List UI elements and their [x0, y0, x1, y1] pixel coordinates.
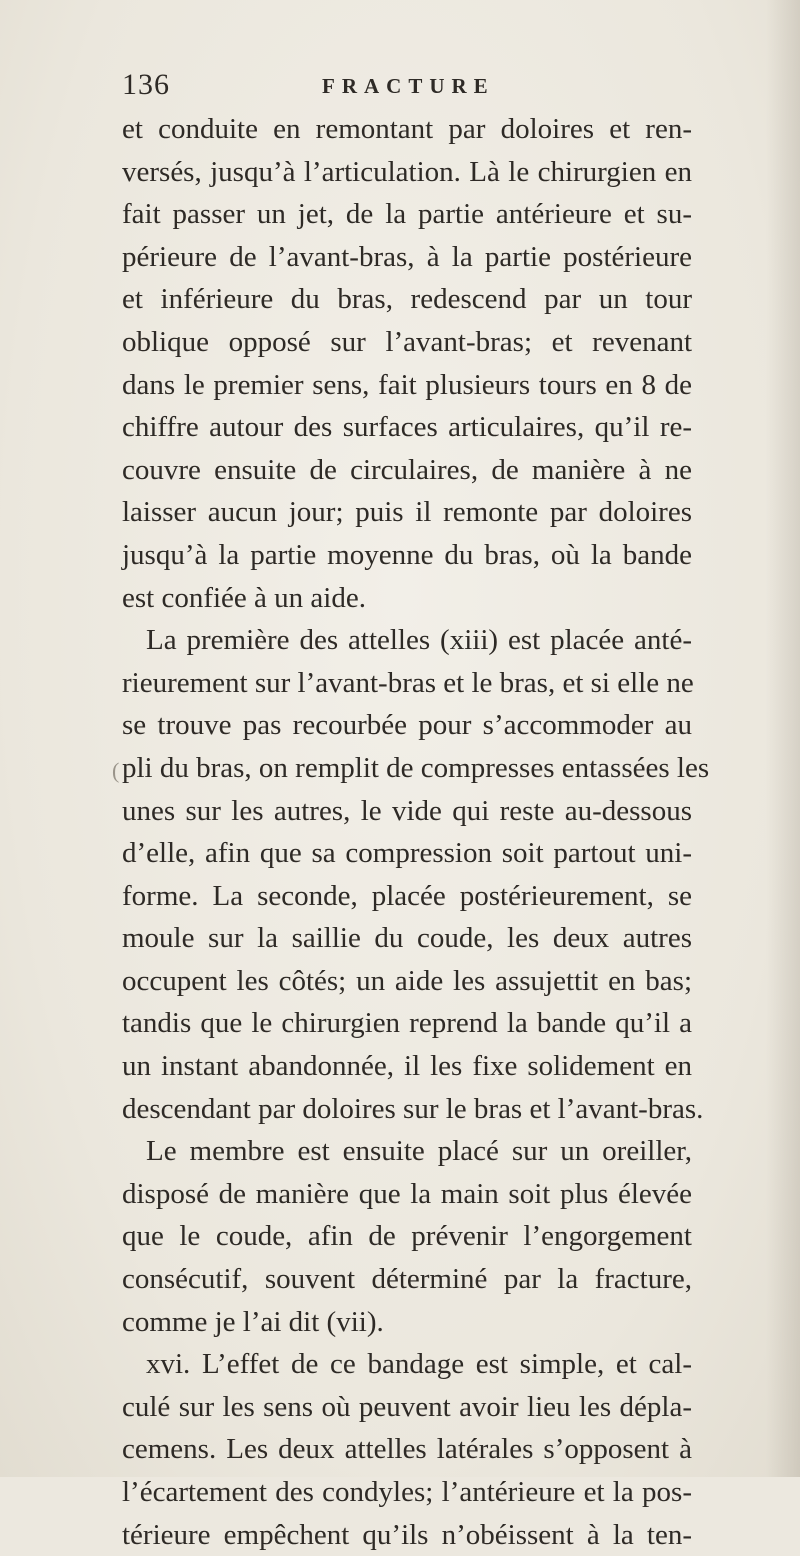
text-line: dans le premier sens, fait plusieurs tours en 8 de [122, 368, 692, 401]
text-line: chiffre autour des surfaces articulaires, qu’il re- [122, 411, 692, 444]
text-line: culé sur les sens où peuvent avoir lieu les dépla- [122, 1390, 692, 1423]
text-line: laisser aucun jour; puis il remonte par doloires [122, 496, 692, 529]
page-header [122, 68, 682, 108]
text-line: occupent les côtés; un aide les assujettit en bas; [122, 964, 692, 997]
text-line: unes sur les autres, le vide qui reste au-dessous [122, 794, 692, 827]
text-line: l’écartement des condyles; l’antérieure et la pos- [122, 1476, 692, 1508]
paragraph-end-line: est confiée à un aide. [122, 581, 366, 614]
text-line: couvre ensuite de circulaires, de manière à ne [122, 453, 692, 486]
text-line: un instant abandonnée, il les fixe solidement en [122, 1050, 692, 1083]
paragraph-end-line: comme je l’ai dit (vii). [122, 1305, 384, 1338]
text-line: se trouve pas recourbée pour s’accommoder au [122, 709, 692, 742]
running-title: FRACTURE [322, 74, 495, 98]
text-line: et inférieure du bras, redescend par un tour [122, 283, 692, 316]
text-line: périeure de l’avant-bras, à la partie postérieure [122, 240, 692, 273]
text-line: versés, jusqu’à l’articulation. Là le chirurgien en [122, 155, 692, 188]
text-line: que le coude, afin de prévenir l’engorgement [122, 1220, 692, 1253]
text-line: moule sur la saillie du coude, les deux autres [122, 922, 692, 955]
text-line: disposé de manière que la main soit plus élevée [122, 1177, 692, 1210]
body-text [122, 108, 710, 1556]
text-line: consécutif, souvent déterminé par la fracture, [122, 1263, 692, 1296]
text-line: et conduite en remontant par doloires et ren- [122, 113, 692, 145]
text-line: d’elle, afin que sa compression soit partout uni- [122, 837, 692, 870]
paragraph-start-line: Le membre est ensuite placé sur un oreiller, [146, 1135, 692, 1168]
text-line: jusqu’à la partie moyenne du bras, où la bande [122, 538, 692, 571]
text-line: cemens. Les deux attelles latérales s’opposent à [122, 1433, 692, 1466]
section-start-line: xvi. L’effet de ce bandage est simple, et cal- [146, 1348, 692, 1381]
paper-speck: ( [112, 758, 120, 783]
text-line: descendant par doloires sur le bras et l’avant-bras. [122, 1092, 704, 1125]
spine-shadow [766, 0, 800, 1477]
text-line: pli du bras, on remplit de compresses entassées les [122, 751, 710, 784]
text-line: rieurement sur l’avant-bras et le bras, et si elle ne [122, 666, 694, 699]
paragraph-start-line: La première des attelles (xiii) est placée anté- [146, 624, 692, 657]
text-line: térieure empêchent qu’ils n’obéissent à la ten- [122, 1518, 692, 1551]
page-number: 136 [122, 68, 170, 101]
text-line: forme. La seconde, placée postérieurement, se [122, 879, 692, 912]
text-line: fait passer un jet, de la partie antérieure et su- [122, 198, 692, 231]
text-line: tandis que le chirurgien reprend la bande qu’il a [122, 1007, 692, 1040]
text-line: oblique opposé sur l’avant-bras; et revenant [122, 325, 692, 358]
